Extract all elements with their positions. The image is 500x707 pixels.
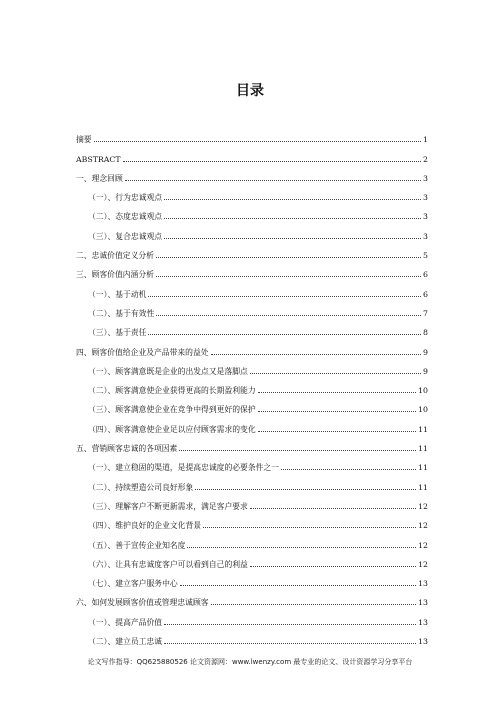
toc-entry-title: （一）、基于动机 bbox=[88, 289, 147, 299]
toc-page-number: 10 bbox=[418, 386, 428, 396]
toc-page-number: 2 bbox=[423, 154, 428, 164]
toc-entry[interactable] bbox=[76, 202, 428, 221]
toc-entry-title: （一）、顾客满意既是企业的出发点又是落脚点 bbox=[88, 366, 248, 376]
toc-page-number: 3 bbox=[423, 231, 428, 241]
toc-entry-title: （三）、基于责任 bbox=[88, 328, 147, 338]
toc-page-number: 13 bbox=[418, 617, 428, 627]
toc-entry-title: （一）、提高产品价值 bbox=[88, 617, 163, 627]
toc-entry[interactable] bbox=[76, 279, 428, 298]
toc-entry-title: 六、如何发展顾客价值或管理忠诚顾客 bbox=[76, 598, 209, 608]
toc-page-number: 10 bbox=[418, 405, 428, 415]
toc-dot-leader bbox=[148, 296, 421, 297]
toc-entry[interactable] bbox=[76, 607, 428, 626]
toc-entry[interactable] bbox=[76, 453, 428, 472]
toc-page-number: 12 bbox=[418, 501, 428, 511]
page-footer: 论文写作指导：QQ625880526 论文资源网：www.lwenzy.com 最专业的论文、设计资源学习分享平台 bbox=[87, 658, 413, 666]
toc-entry[interactable] bbox=[76, 318, 428, 337]
toc-dot-leader bbox=[179, 450, 416, 451]
toc-dot-leader bbox=[125, 180, 421, 181]
toc-entry-title: （五）、善于宣传企业知名度 bbox=[88, 540, 186, 550]
toc-entry[interactable] bbox=[76, 550, 428, 569]
toc-dot-leader bbox=[164, 199, 421, 200]
toc-entry-title: （一）、建立稳固的渠道，是提高忠诚度的必要条件之一 bbox=[88, 463, 280, 473]
toc-page-number: 3 bbox=[423, 212, 428, 222]
toc-page-number: 11 bbox=[418, 444, 428, 454]
toc-entry[interactable] bbox=[76, 395, 428, 414]
toc-page-number: 12 bbox=[418, 540, 428, 550]
toc-dot-leader bbox=[164, 624, 416, 625]
toc-dot-leader bbox=[211, 354, 421, 355]
toc-entry-title: ABSTRACT bbox=[76, 154, 121, 164]
toc-page-number: 13 bbox=[418, 637, 428, 647]
toc-dot-leader bbox=[258, 431, 416, 432]
toc-page-number: 1 bbox=[423, 135, 428, 145]
toc-entry[interactable] bbox=[76, 164, 428, 183]
toc-page-number: 3 bbox=[423, 173, 428, 183]
toc-dot-leader bbox=[148, 334, 421, 335]
toc-entry[interactable] bbox=[76, 221, 428, 240]
toc-entry[interactable] bbox=[76, 588, 428, 607]
toc-dot-leader bbox=[250, 566, 416, 567]
toc-dot-leader bbox=[203, 527, 416, 528]
toc-dot-leader bbox=[250, 508, 416, 509]
toc-dot-leader bbox=[123, 161, 421, 162]
toc-entry-title: （六）、让具有忠诚度客户可以看到自己的利益 bbox=[88, 559, 248, 569]
toc-entry-title: （三）、顾客满意使企业在竞争中得到更好的保护 bbox=[88, 405, 256, 415]
toc-entry[interactable] bbox=[76, 627, 428, 646]
toc-dot-leader bbox=[195, 489, 416, 490]
toc-entry-title: 三、顾客价值内涵分析 bbox=[76, 270, 154, 280]
toc-entry-title: （四）、维护良好的企业文化背景 bbox=[88, 521, 202, 531]
toc-dot-leader bbox=[156, 276, 421, 277]
toc-entry[interactable] bbox=[76, 434, 428, 453]
toc-page-number: 7 bbox=[423, 308, 428, 318]
toc-dot-leader bbox=[180, 585, 416, 586]
toc-entry-title: 摘要 bbox=[76, 135, 92, 145]
toc-entry[interactable] bbox=[76, 241, 428, 260]
toc-page-number: 13 bbox=[418, 579, 428, 589]
toc-entry-title: （二）、建立员工忠诚 bbox=[88, 637, 163, 647]
toc-page-number: 5 bbox=[423, 251, 428, 261]
toc-entry[interactable] bbox=[76, 299, 428, 318]
toc-entry[interactable] bbox=[76, 260, 428, 279]
toc-dot-leader bbox=[250, 373, 421, 374]
toc-dot-leader bbox=[94, 141, 421, 142]
toc-entry[interactable] bbox=[76, 472, 428, 491]
toc-page-number: 6 bbox=[423, 270, 428, 280]
toc-dot-leader bbox=[281, 469, 416, 470]
toc-entry-title: （二）、持续塑造公司良好形象 bbox=[88, 482, 194, 492]
toc-page-number: 12 bbox=[418, 559, 428, 569]
toc-entry[interactable] bbox=[76, 414, 428, 433]
toc-page-number: 9 bbox=[423, 366, 428, 376]
toc-dot-leader bbox=[187, 547, 416, 548]
toc-dot-leader bbox=[258, 392, 416, 393]
toc-entry[interactable] bbox=[76, 337, 428, 356]
toc-entry[interactable] bbox=[76, 125, 428, 144]
toc-dot-leader bbox=[156, 257, 421, 258]
toc-entry[interactable] bbox=[76, 569, 428, 588]
toc-entry-title: （四）、顾客满意使企业足以应付顾客需求的变化 bbox=[88, 424, 256, 434]
toc-dot-leader bbox=[211, 604, 417, 605]
toc-entry-title: （一）、行为忠诚观点 bbox=[88, 193, 163, 203]
toc-entry[interactable] bbox=[76, 530, 428, 549]
toc-page-number: 12 bbox=[418, 521, 428, 531]
toc-entry-title: 二、忠诚价值定义分析 bbox=[76, 251, 154, 261]
table-of-contents bbox=[76, 125, 428, 646]
toc-entry[interactable] bbox=[76, 144, 428, 163]
toc-entry-title: 五、营销顾客忠诚的各项因素 bbox=[76, 444, 178, 454]
toc-entry[interactable] bbox=[76, 357, 428, 376]
toc-entry[interactable] bbox=[76, 511, 428, 530]
toc-entry-title: （二）、态度忠诚观点 bbox=[88, 212, 163, 222]
toc-dot-leader bbox=[156, 315, 421, 316]
toc-dot-leader bbox=[164, 218, 421, 219]
toc-page-number: 11 bbox=[418, 463, 428, 473]
toc-entry-title: （二）、顾客满意使企业获得更高的长期盈利能力 bbox=[88, 386, 256, 396]
toc-page-number: 6 bbox=[423, 289, 428, 299]
toc-entry-title: （三）、复合忠诚观点 bbox=[88, 231, 163, 241]
toc-page-number: 3 bbox=[423, 193, 428, 203]
toc-entry-title: （七）、建立客户服务中心 bbox=[88, 579, 178, 589]
toc-entry[interactable] bbox=[76, 492, 428, 511]
toc-dot-leader bbox=[164, 643, 416, 644]
toc-entry[interactable] bbox=[76, 376, 428, 395]
toc-page-number: 13 bbox=[418, 598, 428, 608]
toc-entry-title: 一、理念回顾 bbox=[76, 173, 123, 183]
page-title: 目录 bbox=[236, 83, 264, 99]
toc-page-number: 8 bbox=[423, 328, 428, 338]
toc-entry-title: 四、顾客价值给企业及产品带来的益处 bbox=[76, 347, 209, 357]
toc-entry-title: （二）、基于有效性 bbox=[88, 308, 155, 318]
toc-dot-leader bbox=[258, 411, 416, 412]
toc-page-number: 9 bbox=[423, 347, 428, 357]
toc-page-number: 11 bbox=[418, 424, 428, 434]
toc-entry-title: （三）、理解客户不断更新需求，满足客户要求 bbox=[88, 501, 248, 511]
toc-page-number: 11 bbox=[418, 482, 428, 492]
toc-dot-leader bbox=[164, 238, 421, 239]
toc-entry[interactable] bbox=[76, 183, 428, 202]
